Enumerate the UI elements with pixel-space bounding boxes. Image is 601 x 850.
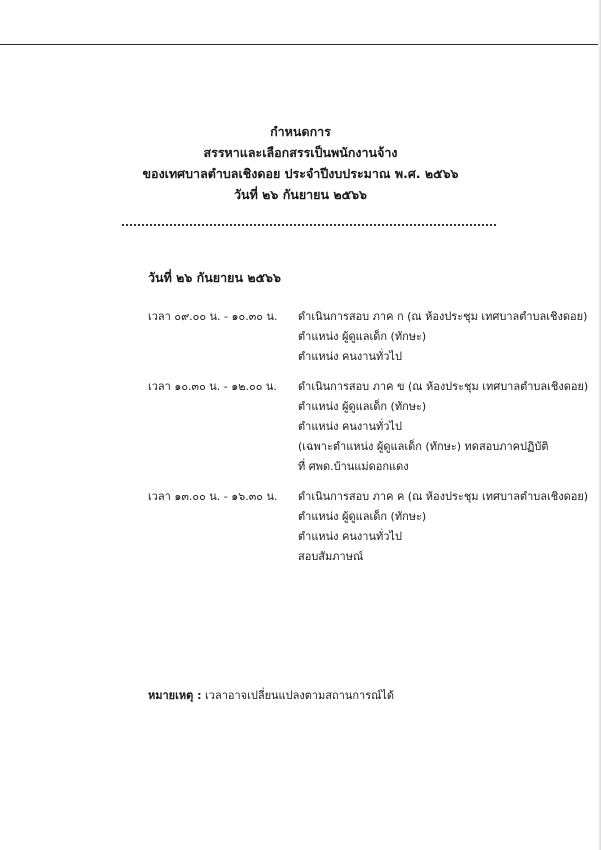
session-line: ดำเนินการสอบ ภาค ค (ณ ห้องประชุม เทศบาลตำบลเชิงดอย) — [298, 490, 589, 503]
remark-note — [148, 686, 394, 706]
dotted-divider — [122, 224, 496, 226]
session-line: ที่ ศพด.บ้านแม่ดอกแดง — [298, 460, 409, 473]
session-line: (เฉพาะตำแหน่ง ผู้ดูแลเด็ก (ทักษะ) ทดสอบภาคปฏิบัติ — [298, 440, 549, 453]
header-date: วันที่ ๒๖ กันยายน ๒๕๖๖ — [234, 187, 367, 202]
session-details — [298, 377, 588, 477]
scan-top-border — [0, 44, 601, 45]
session-details — [298, 307, 587, 367]
remark-text: เวลาอาจเปลี่ยนแปลงตามสถานการณ์ได้ — [201, 689, 394, 702]
session-line: ดำเนินการสอบ ภาค ก (ณ ห้องประชุม เทศบาลตำบลเชิงดอย) — [298, 310, 588, 323]
remark-label: หมายเหตุ : — [148, 689, 202, 702]
header-subtitle: สรรหาและเลือกสรรเป็นพนักงานจ้าง — [203, 145, 398, 160]
header-organization: ของเทศบาลตำบลเชิงดอย ประจำปีงบประมาณ พ.ศ. ๒๕๖๖ — [142, 166, 459, 181]
schedule-date-heading: วันที่ ๒๖ กันยายน ๒๕๖๖ — [148, 270, 281, 285]
session-line: ตำแหน่ง ผู้ดูแลเด็ก (ทักษะ) — [298, 330, 427, 343]
session-line: ตำแหน่ง ผู้ดูแลเด็ก (ทักษะ) — [298, 510, 427, 523]
header-title: กำหนดการ — [270, 124, 331, 139]
session-time: เวลา ๑๓.๐๐ น. - ๑๖.๓๐ น. — [148, 490, 278, 503]
session-time: เวลา ๑๐.๓๐ น. - ๑๒.๐๐ น. — [148, 380, 277, 393]
session-line: ดำเนินการสอบ ภาค ข (ณ ห้องประชุม เทศบาลตำบลเชิงดอย) — [298, 380, 589, 393]
document-header — [0, 121, 601, 205]
session-line: ตำแหน่ง ผู้ดูแลเด็ก (ทักษะ) — [298, 400, 427, 413]
session-time: เวลา ๐๙.๐๐ น. - ๑๐.๓๐ น. — [148, 310, 278, 323]
session-line: ตำแหน่ง คนงานทั่วไป — [298, 530, 402, 543]
session-line: ตำแหน่ง คนงานทั่วไป — [298, 350, 402, 363]
session-details — [298, 487, 588, 567]
session-line: ตำแหน่ง คนงานทั่วไป — [298, 420, 402, 433]
session-line: สอบสัมภาษณ์ — [298, 550, 364, 563]
